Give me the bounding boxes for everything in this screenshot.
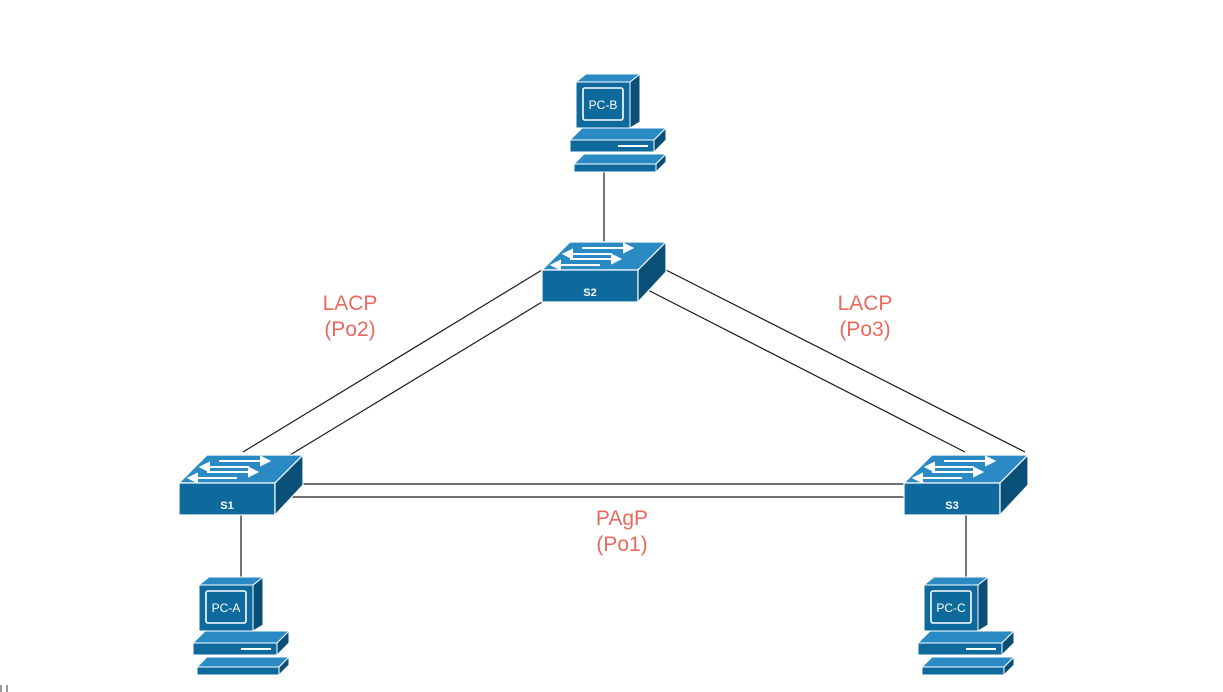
label-s2-s3 (815, 291, 915, 343)
switch-s2-label: S2 (583, 287, 597, 299)
switch-s3[interactable] (904, 455, 1028, 515)
label-s1-s2 (300, 291, 400, 343)
switch-s1[interactable] (179, 455, 303, 515)
switch-s2[interactable] (542, 242, 666, 302)
pc-c[interactable] (918, 577, 1014, 675)
switch-s1-label: S1 (220, 500, 234, 512)
corner-mark (0, 685, 10, 692)
label-s1-s3 (572, 506, 672, 558)
pc-b-label: PC-B (588, 98, 618, 112)
label-s2-s3-portchannel: (Po3) (839, 318, 891, 341)
label-s2-s3-protocol: LACP (837, 292, 893, 315)
label-s1-s2-protocol: LACP (322, 292, 378, 315)
label-s1-s3-protocol: PAgP (595, 507, 649, 530)
label-s1-s2-portchannel: (Po2) (324, 318, 376, 341)
switch-s3-label: S3 (945, 500, 959, 512)
link-s2-s3-b (640, 286, 965, 452)
pc-a-label: PC-A (211, 601, 241, 615)
pc-a[interactable] (193, 577, 289, 675)
pc-c-label: PC-C (936, 601, 966, 615)
label-s1-s3-portchannel: (Po1) (596, 533, 648, 556)
pc-b[interactable] (570, 74, 666, 172)
